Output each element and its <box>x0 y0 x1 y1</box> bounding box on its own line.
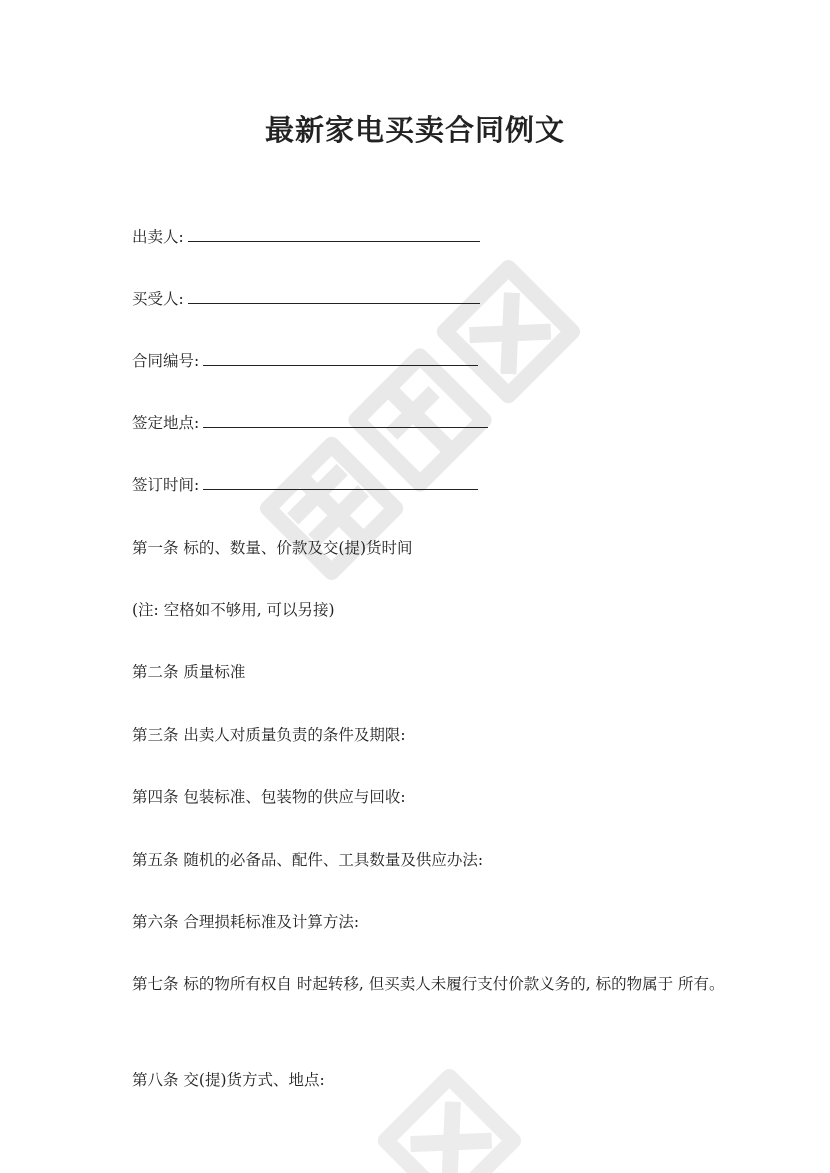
document-title: 最新家电买卖合同例文 <box>264 113 565 147</box>
sign-time-label: 签订时间: <box>132 476 200 494</box>
buyer-label: 买受人: <box>132 290 184 308</box>
sign-time-blank[interactable] <box>203 475 478 490</box>
article-8: 第八条 交(提)货方式、地点: <box>132 1071 325 1089</box>
article-2: 第二条 质量标准 <box>132 663 246 681</box>
article-6: 第六条 合理损耗标准及计算方法: <box>132 913 360 931</box>
buyer-blank[interactable] <box>188 289 480 304</box>
sign-time-line <box>132 475 478 495</box>
article-note: (注: 空格如不够用, 可以另接) <box>132 601 335 619</box>
article-7: 第七条 标的物所有权自 时起转移, 但买卖人未履行支付价款义务的, 标的物属于 所有。 <box>132 975 725 993</box>
sign-place-line <box>132 413 488 433</box>
sign-place-blank[interactable] <box>203 413 488 428</box>
buyer-line <box>132 289 480 309</box>
article-1: 第一条 标的、数量、价款及交(提)货时间 <box>132 539 413 557</box>
seller-line <box>132 227 480 247</box>
seller-label: 出卖人: <box>132 228 184 246</box>
article-5: 第五条 随机的必备品、配件、工具数量及供应办法: <box>132 851 484 869</box>
article-4: 第四条 包装标准、包装物的供应与回收: <box>132 788 406 806</box>
contract-no-label: 合同编号: <box>132 352 200 370</box>
seller-blank[interactable] <box>188 227 480 242</box>
contract-no-blank[interactable] <box>203 351 478 366</box>
contract-no-line <box>132 351 478 371</box>
article-3: 第三条 出卖人对质量负责的条件及期限: <box>132 726 406 744</box>
sign-place-label: 签定地点: <box>132 414 200 432</box>
